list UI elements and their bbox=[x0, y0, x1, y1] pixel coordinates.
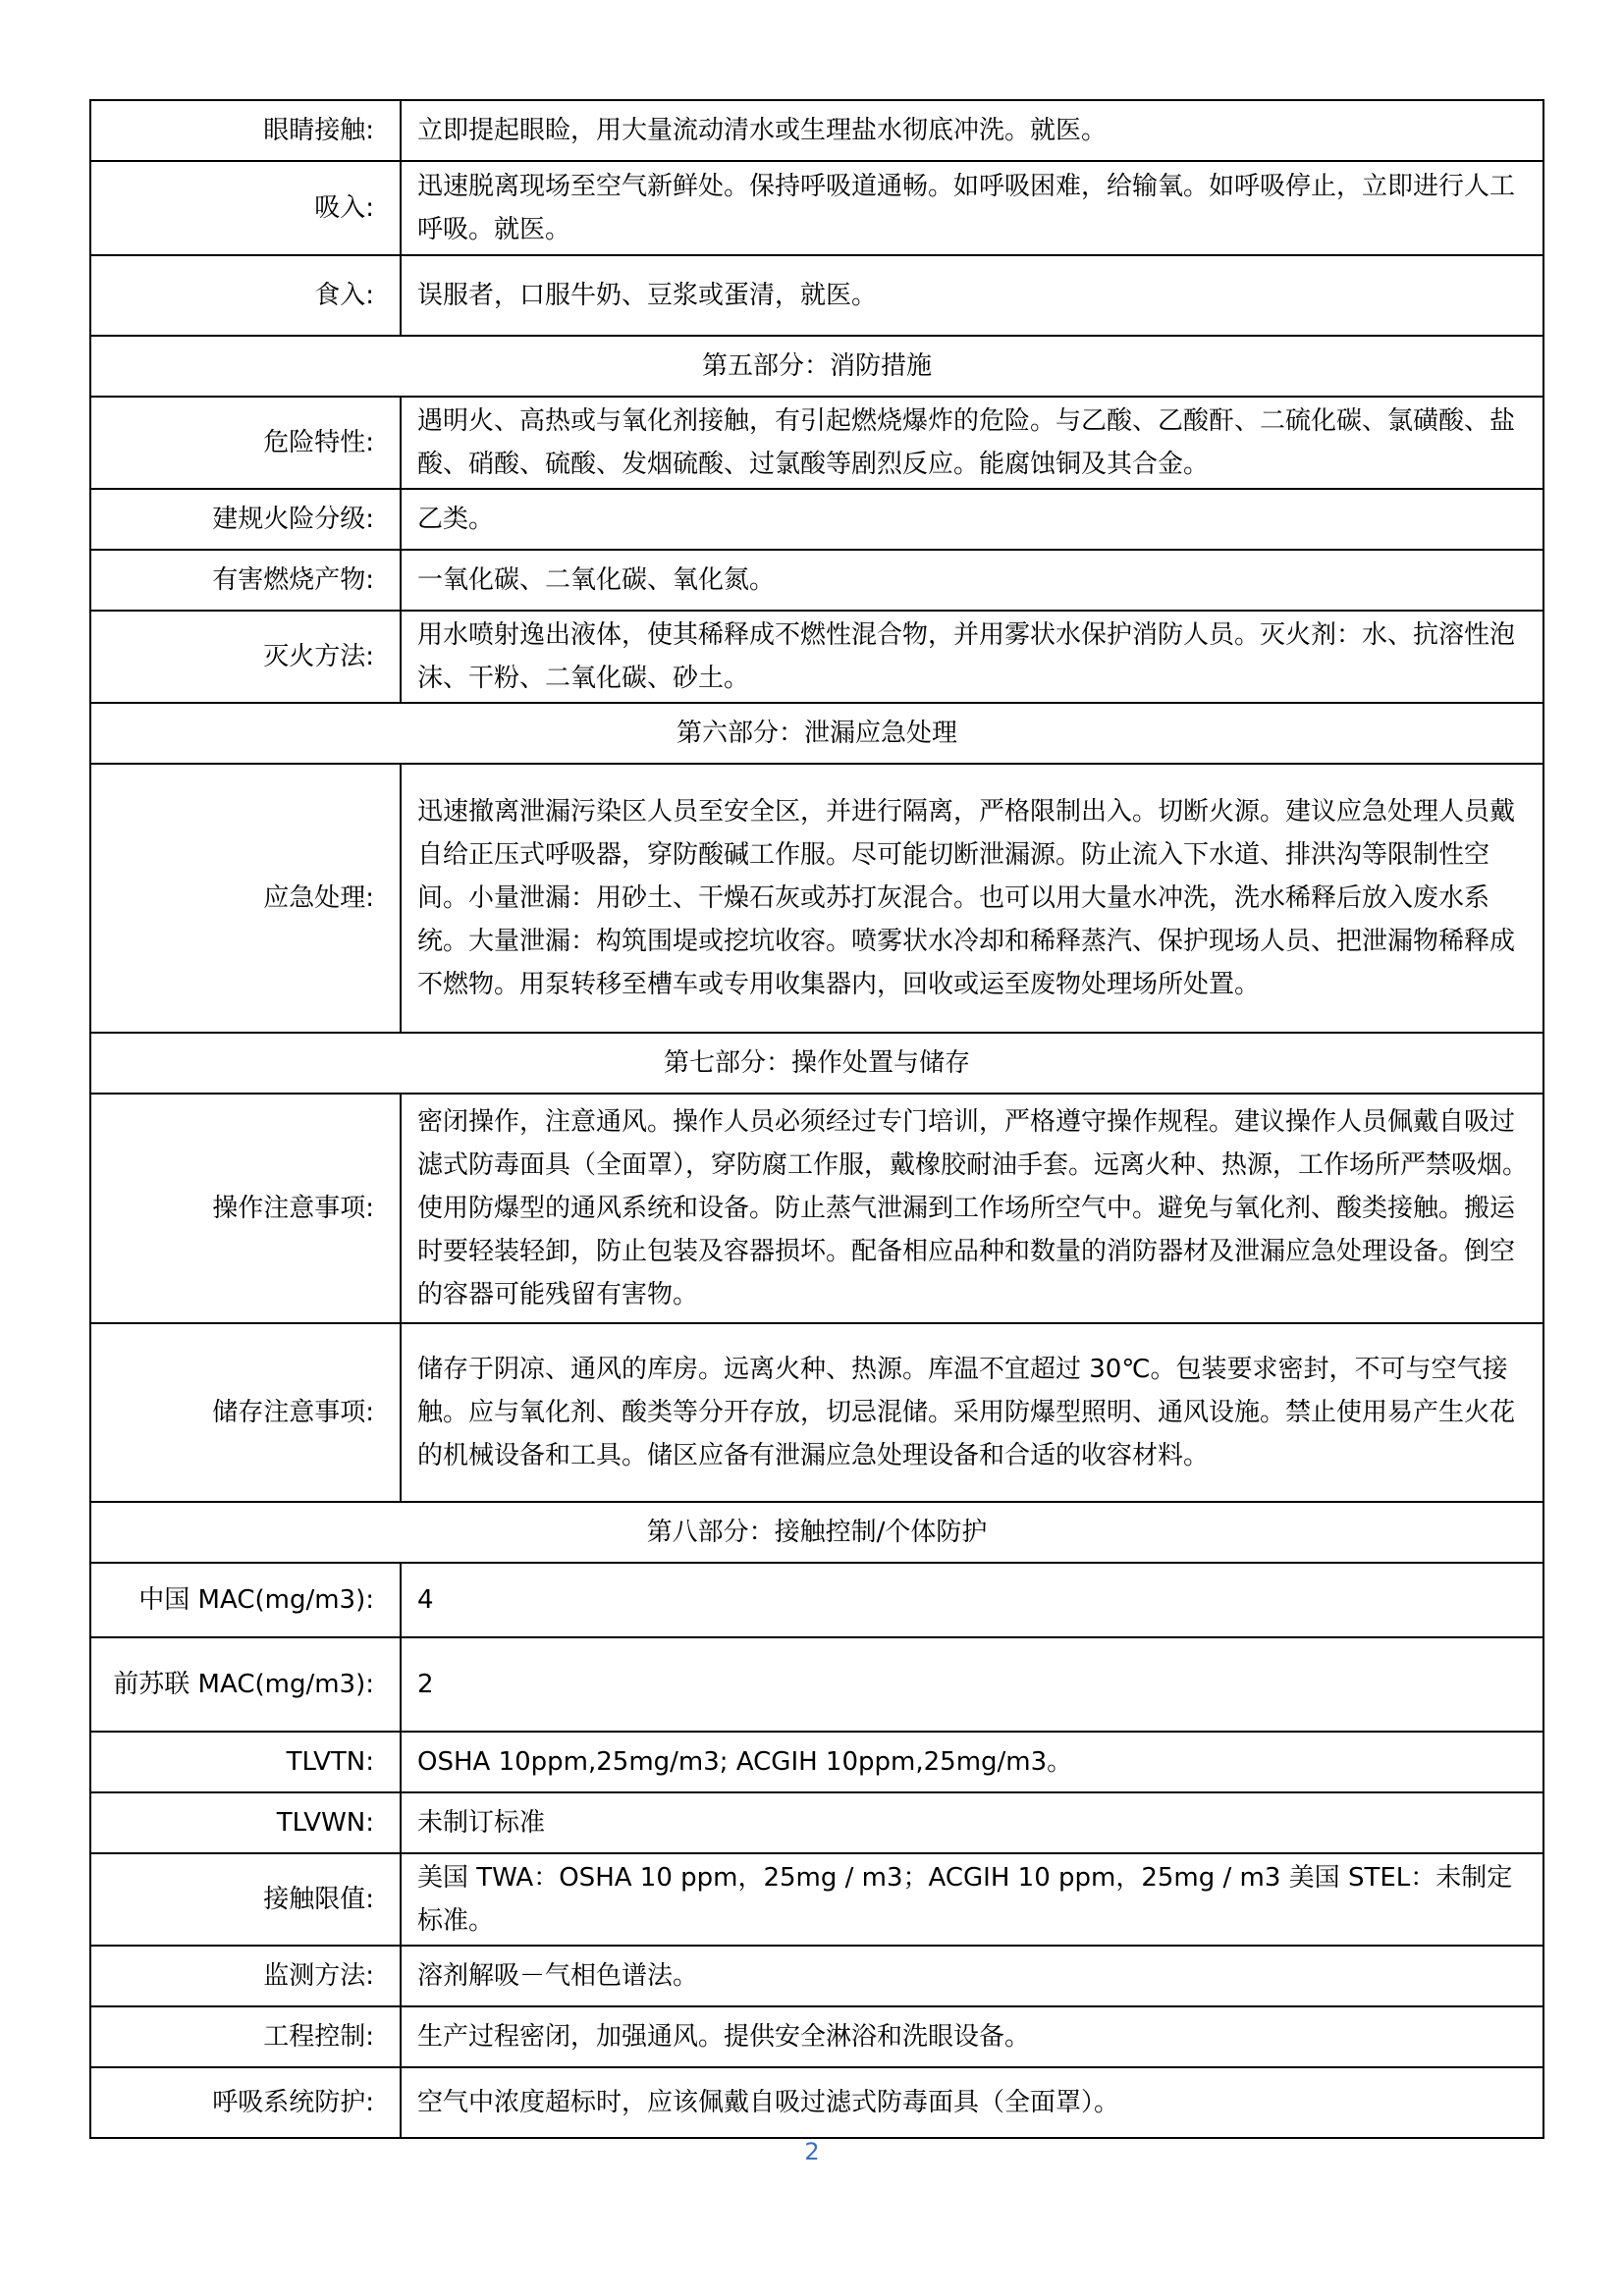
row-value: 生产过程密闭，加强通风。提供安全淋浴和洗眼设备。 bbox=[401, 2006, 1543, 2067]
row-label: 储存注意事项: bbox=[90, 1323, 401, 1502]
row-value: 一氧化碳、二氧化碳、氧化氮。 bbox=[401, 550, 1543, 611]
row-value: 4 bbox=[401, 1563, 1543, 1637]
row-value: 立即提起眼睑，用大量流动清水或生理盐水彻底冲洗。就医。 bbox=[401, 100, 1543, 161]
row-value: 遇明火、高热或与氧化剂接触，有引起燃烧爆炸的危险。与乙酸、乙酸酐、二硫化碳、氯磺酸、盐酸、硝酸、硫酸、发烟硫酸、过氯酸等剧烈反应。能腐蚀铜及其合金。 bbox=[401, 397, 1543, 489]
section-title: 第六部分：泄漏应急处理 bbox=[90, 703, 1543, 764]
row-label: 接触限值: bbox=[90, 1853, 401, 1946]
table-row bbox=[90, 2006, 1543, 2067]
table-row bbox=[90, 550, 1543, 611]
row-label: 灭火方法: bbox=[90, 611, 401, 703]
row-label: 前苏联 MAC(mg/m3): bbox=[90, 1637, 401, 1732]
table-row bbox=[90, 1732, 1543, 1792]
row-value: 误服者，口服牛奶、豆浆或蛋清，就医。 bbox=[401, 255, 1543, 336]
row-value: 空气中浓度超标时，应该佩戴自吸过滤式防毒面具（全面罩）。 bbox=[401, 2067, 1543, 2138]
row-value: 迅速撤离泄漏污染区人员至安全区，并进行隔离，严格限制出入。切断火源。建议应急处理人员戴自给正压式呼吸器，穿防酸碱工作服。尽可能切断泄漏源。防止流入下水道、排洪沟等限制性空间。小量泄漏：用砂土、干燥石灰或苏打灰混合。也可以用大量水冲洗，洗水稀释后放入废水系统。大量泄漏：构筑围堤或挖坑收容。喷雾状水冷却和稀释蒸汽、保护现场人员、把泄漏物稀释成不燃物。用泵转移至槽车或专用收集器内，回收或运至废物处理场所处置。 bbox=[401, 764, 1543, 1033]
row-label: 操作注意事项: bbox=[90, 1094, 401, 1323]
row-value: 未制订标准 bbox=[401, 1792, 1543, 1853]
row-value: 溶剂解吸－气相色谱法。 bbox=[401, 1946, 1543, 2006]
table-row bbox=[90, 100, 1543, 161]
table-row bbox=[90, 611, 1543, 703]
row-value: 密闭操作，注意通风。操作人员必须经过专门培训，严格遵守操作规程。建议操作人员佩戴自吸过滤式防毒面具（全面罩），穿防腐工作服，戴橡胶耐油手套。远离火种、热源，工作场所严禁吸烟。使用防爆型的通风系统和设备。防止蒸气泄漏到工作场所空气中。避免与氧化剂、酸类接触。搬运时要轻装轻卸，防止包装及容器损坏。配备相应品种和数量的消防器材及泄漏应急处理设备。倒空的容器可能残留有害物。 bbox=[401, 1094, 1543, 1323]
table-row bbox=[90, 255, 1543, 336]
table-row bbox=[90, 1323, 1543, 1502]
section-header-row bbox=[90, 703, 1543, 764]
table-row bbox=[90, 489, 1543, 550]
table-row bbox=[90, 1637, 1543, 1732]
row-label: 食入: bbox=[90, 255, 401, 336]
table-row bbox=[90, 1946, 1543, 2006]
row-label: TLVWN: bbox=[90, 1792, 401, 1853]
row-label: 呼吸系统防护: bbox=[90, 2067, 401, 2138]
section-title: 第五部分：消防措施 bbox=[90, 336, 1543, 397]
row-label: TLVTN: bbox=[90, 1732, 401, 1792]
table-row bbox=[90, 764, 1543, 1033]
table-row bbox=[90, 1094, 1543, 1323]
row-label: 应急处理: bbox=[90, 764, 401, 1033]
row-value: 储存于阴凉、通风的库房。远离火种、热源。库温不宜超过 30℃。包装要求密封，不可与空气接触。应与氧化剂、酸类等分开存放，切忌混储。采用防爆型照明、通风设施。禁止使用易产生火花的机械设备和工具。储区应备有泄漏应急处理设备和合适的收容材料。 bbox=[401, 1323, 1543, 1502]
row-value: 美国 TWA：OSHA 10 ppm，25mg / m3；ACGIH 10 ppm，25mg / m3 美国 STEL：未制定标准。 bbox=[401, 1853, 1543, 1946]
page-number: 2 bbox=[804, 2138, 820, 2165]
section-header-row bbox=[90, 1502, 1543, 1563]
row-label: 眼睛接触: bbox=[90, 100, 401, 161]
row-value: OSHA 10ppm,25mg/m3; ACGIH 10ppm,25mg/m3。 bbox=[401, 1732, 1543, 1792]
section-title: 第八部分：接触控制/个体防护 bbox=[90, 1502, 1543, 1563]
row-label: 危险特性: bbox=[90, 397, 401, 489]
row-value: 乙类。 bbox=[401, 489, 1543, 550]
row-label: 中国 MAC(mg/m3): bbox=[90, 1563, 401, 1637]
section-header-row bbox=[90, 336, 1543, 397]
section-title: 第七部分：操作处置与储存 bbox=[90, 1033, 1543, 1094]
section-header-row bbox=[90, 1033, 1543, 1094]
row-label: 工程控制: bbox=[90, 2006, 401, 2067]
table-row bbox=[90, 2067, 1543, 2138]
row-label: 监测方法: bbox=[90, 1946, 401, 2006]
row-value: 用水喷射逸出液体，使其稀释成不燃性混合物，并用雾状水保护消防人员。灭火剂：水、抗溶性泡沫、干粉、二氧化碳、砂土。 bbox=[401, 611, 1543, 703]
table-row bbox=[90, 1792, 1543, 1853]
table-row bbox=[90, 1563, 1543, 1637]
row-label: 吸入: bbox=[90, 161, 401, 255]
row-label: 有害燃烧产物: bbox=[90, 550, 401, 611]
table-row bbox=[90, 397, 1543, 489]
row-value: 迅速脱离现场至空气新鲜处。保持呼吸道通畅。如呼吸困难，给输氧。如呼吸停止，立即进行人工呼吸。就医。 bbox=[401, 161, 1543, 255]
row-value: 2 bbox=[401, 1637, 1543, 1732]
table-row bbox=[90, 1853, 1543, 1946]
safety-data-table bbox=[89, 99, 1544, 2139]
table-row bbox=[90, 161, 1543, 255]
row-label: 建规火险分级: bbox=[90, 489, 401, 550]
